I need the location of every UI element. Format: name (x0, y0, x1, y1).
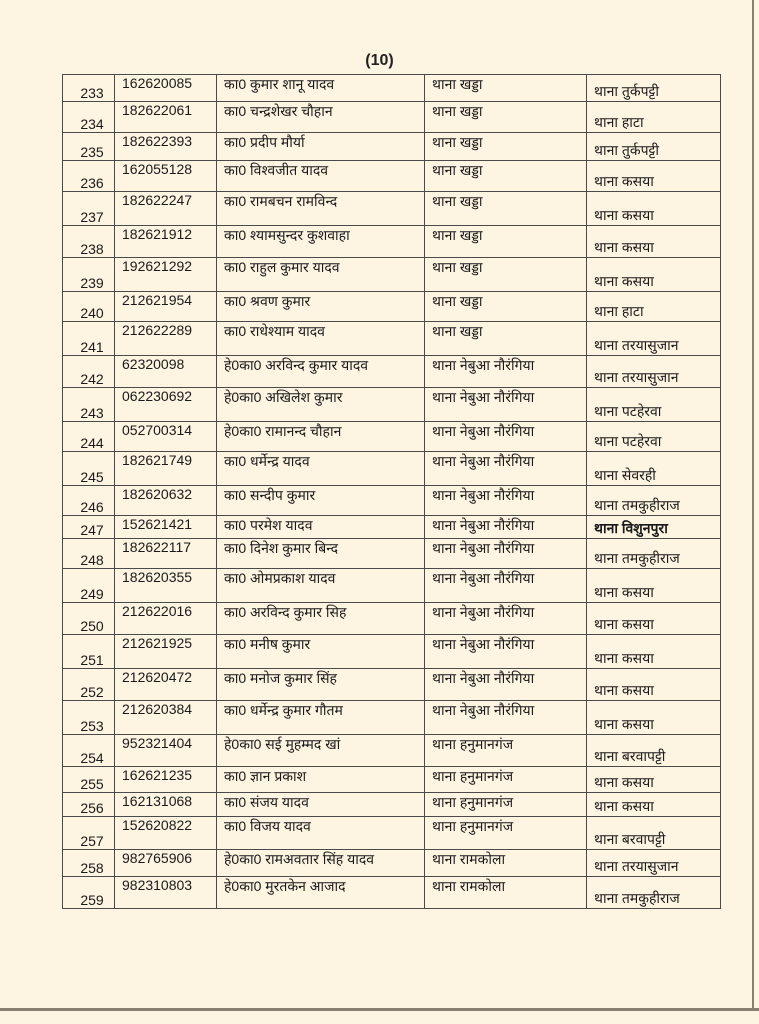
table-row (63, 161, 721, 192)
transfer-station-cell: थाना हाटा (587, 292, 721, 322)
serial-number-cell: 243 (63, 388, 115, 422)
current-station-cell: थाना हनुमानगंज (425, 793, 587, 817)
transfer-station-cell: थाना हाटा (587, 102, 721, 133)
table-row (63, 226, 721, 258)
transfer-station-cell: थाना कसया (587, 603, 721, 635)
transfer-station-cell: थाना विशुनपुरा (587, 516, 721, 539)
employee-name-cell: का0 ओमप्रकाश यादव (217, 569, 425, 603)
employee-name-cell: का0 मनीष कुमार (217, 635, 425, 669)
transfer-station-cell: थाना तरयासुजान (587, 322, 721, 356)
employee-id-cell: 182622247 (115, 192, 217, 226)
employee-id-cell: 162621235 (115, 767, 217, 793)
employee-id-cell: 182621749 (115, 452, 217, 486)
table-row (63, 603, 721, 635)
current-station-cell: थाना रामकोला (425, 850, 587, 877)
serial-number-cell: 239 (63, 258, 115, 292)
employee-name-cell: का0 ज्ञान प्रकाश (217, 767, 425, 793)
transfer-station-cell: थाना तमकुहीराज (587, 539, 721, 569)
serial-number-cell: 250 (63, 603, 115, 635)
table-row (63, 539, 721, 569)
employee-id-cell: 982765906 (115, 850, 217, 877)
employee-id-cell: 212622016 (115, 603, 217, 635)
serial-number-cell: 253 (63, 701, 115, 735)
table-row (63, 102, 721, 133)
serial-number-cell: 251 (63, 635, 115, 669)
page-number: (10) (365, 52, 394, 69)
current-station-cell: थाना नेबुआ नौरंगिया (425, 388, 587, 422)
employee-name-cell: का0 कुमार शानू यादव (217, 75, 425, 102)
current-station-cell: थाना खड्डा (425, 192, 587, 226)
employee-name-cell: का0 दिनेश कुमार बिन्द (217, 539, 425, 569)
serial-number-cell: 256 (63, 793, 115, 817)
transfer-station-cell: थाना कसया (587, 701, 721, 735)
transfer-station-cell: थाना पटहेरवा (587, 422, 721, 452)
employee-id-cell: 952321404 (115, 735, 217, 767)
employee-name-cell: का0 रामबचन रामविन्द (217, 192, 425, 226)
employee-name-cell: का0 विश्वजीत यादव (217, 161, 425, 192)
current-station-cell: थाना नेबुआ नौरंगिया (425, 669, 587, 701)
table-row (63, 701, 721, 735)
employee-id-cell: 162055128 (115, 161, 217, 192)
serial-number-cell: 238 (63, 226, 115, 258)
employee-id-cell: 182620355 (115, 569, 217, 603)
transfer-station-cell: थाना कसया (587, 635, 721, 669)
employee-name-cell: का0 श्रवण कुमार (217, 292, 425, 322)
transfer-station-cell: थाना कसया (587, 793, 721, 817)
transfer-station-cell: थाना तुर्कपट्टी (587, 133, 721, 161)
current-station-cell: थाना खड्डा (425, 292, 587, 322)
serial-number-cell: 244 (63, 422, 115, 452)
employee-name-cell: हे0का0 अखिलेश कुमार (217, 388, 425, 422)
employee-id-cell: 982310803 (115, 877, 217, 909)
employee-id-cell: 182622061 (115, 102, 217, 133)
serial-number-cell: 259 (63, 877, 115, 909)
table-row (63, 452, 721, 486)
serial-number-cell: 235 (63, 133, 115, 161)
employee-id-cell: 182620632 (115, 486, 217, 516)
serial-number-cell: 247 (63, 516, 115, 539)
transfer-station-cell: थाना तमकुहीराज (587, 486, 721, 516)
transfer-station-cell: थाना कसया (587, 258, 721, 292)
serial-number-cell: 258 (63, 850, 115, 877)
employee-id-cell: 062230692 (115, 388, 217, 422)
employee-id-cell: 212621925 (115, 635, 217, 669)
current-station-cell: थाना खड्डा (425, 102, 587, 133)
employee-name-cell: का0 सन्दीप कुमार (217, 486, 425, 516)
current-station-cell: थाना रामकोला (425, 877, 587, 909)
employee-id-cell: 212621954 (115, 292, 217, 322)
serial-number-cell: 252 (63, 669, 115, 701)
page-edge-bottom (0, 1008, 759, 1011)
employee-id-cell: 162131068 (115, 793, 217, 817)
employee-name-cell: हे0का0 अरविन्द कुमार यादव (217, 356, 425, 388)
employee-name-cell: का0 चन्द्रशेखर चौहान (217, 102, 425, 133)
employee-name-cell: का0 संजय यादव (217, 793, 425, 817)
serial-number-cell: 249 (63, 569, 115, 603)
employee-id-cell: 182622393 (115, 133, 217, 161)
table-row (63, 292, 721, 322)
transfer-station-cell: थाना तरयासुजान (587, 356, 721, 388)
employee-id-cell: 182622117 (115, 539, 217, 569)
table-row (63, 356, 721, 388)
employee-name-cell: का0 विजय यादव (217, 817, 425, 850)
employee-name-cell: का0 राहुल कुमार यादव (217, 258, 425, 292)
table-row (63, 767, 721, 793)
table-row (63, 133, 721, 161)
current-station-cell: थाना नेबुआ नौरंगिया (425, 486, 587, 516)
table-row (63, 817, 721, 850)
table-row (63, 877, 721, 909)
current-station-cell: थाना नेबुआ नौरंगिया (425, 452, 587, 486)
employee-name-cell: हे0का0 रामअवतार सिंह यादव (217, 850, 425, 877)
serial-number-cell: 257 (63, 817, 115, 850)
serial-number-cell: 248 (63, 539, 115, 569)
current-station-cell: थाना नेबुआ नौरंगिया (425, 356, 587, 388)
employee-id-cell: 152620822 (115, 817, 217, 850)
current-station-cell: थाना हनुमानगंज (425, 767, 587, 793)
transfer-station-cell: थाना तरयासुजान (587, 850, 721, 877)
employee-name-cell: हे0का0 मुरतकेन आजाद (217, 877, 425, 909)
serial-number-cell: 240 (63, 292, 115, 322)
current-station-cell: थाना खड्डा (425, 322, 587, 356)
transfer-station-cell: थाना तुर्कपट्टी (587, 75, 721, 102)
employee-name-cell: का0 श्यामसुन्दर कुशवाहा (217, 226, 425, 258)
current-station-cell: थाना खड्डा (425, 161, 587, 192)
table-row (63, 669, 721, 701)
employee-id-cell: 192621292 (115, 258, 217, 292)
current-station-cell: थाना खड्डा (425, 133, 587, 161)
current-station-cell: थाना नेबुआ नौरंगिया (425, 516, 587, 539)
employee-id-cell: 62320098 (115, 356, 217, 388)
serial-number-cell: 237 (63, 192, 115, 226)
employee-id-cell: 162620085 (115, 75, 217, 102)
employee-id-cell: 152621421 (115, 516, 217, 539)
transfer-station-cell: थाना सेवरही (587, 452, 721, 486)
employee-id-cell: 212622289 (115, 322, 217, 356)
current-station-cell: थाना नेबुआ नौरंगिया (425, 635, 587, 669)
employee-id-cell: 212620472 (115, 669, 217, 701)
current-station-cell: थाना नेबुआ नौरंगिया (425, 539, 587, 569)
employee-name-cell: हे0का0 सई मुहम्मद खां (217, 735, 425, 767)
table-row (63, 793, 721, 817)
table-row (63, 486, 721, 516)
transfer-station-cell: थाना कसया (587, 161, 721, 192)
employee-id-cell: 212620384 (115, 701, 217, 735)
current-station-cell: थाना खड्डा (425, 75, 587, 102)
table-row (63, 516, 721, 539)
serial-number-cell: 245 (63, 452, 115, 486)
serial-number-cell: 254 (63, 735, 115, 767)
serial-number-cell: 241 (63, 322, 115, 356)
employee-name-cell: का0 परमेश यादव (217, 516, 425, 539)
employee-name-cell: का0 अरविन्द कुमार सिह (217, 603, 425, 635)
employee-name-cell: का0 प्रदीप मौर्या (217, 133, 425, 161)
table-row (63, 422, 721, 452)
employee-name-cell: का0 धर्मेन्द्र कुमार गौतम (217, 701, 425, 735)
serial-number-cell: 233 (63, 75, 115, 102)
employee-id-cell: 182621912 (115, 226, 217, 258)
transfer-table (62, 74, 721, 909)
transfer-station-cell: थाना कसया (587, 569, 721, 603)
transfer-station-cell: थाना तमकुहीराज (587, 877, 721, 909)
employee-name-cell: का0 राधेश्याम यादव (217, 322, 425, 356)
transfer-station-cell: थाना बरवापट्टी (587, 735, 721, 767)
page-edge-right (752, 0, 754, 1010)
serial-number-cell: 242 (63, 356, 115, 388)
current-station-cell: थाना हनुमानगंज (425, 817, 587, 850)
table-row (63, 569, 721, 603)
transfer-station-cell: थाना पटहेरवा (587, 388, 721, 422)
table-row (63, 192, 721, 226)
table-row (63, 635, 721, 669)
transfer-station-cell: थाना कसया (587, 226, 721, 258)
current-station-cell: थाना खड्डा (425, 226, 587, 258)
table-row (63, 258, 721, 292)
table-row (63, 735, 721, 767)
transfer-station-cell: थाना बरवापट्टी (587, 817, 721, 850)
table-row (63, 322, 721, 356)
current-station-cell: थाना नेबुआ नौरंगिया (425, 569, 587, 603)
employee-id-cell: 052700314 (115, 422, 217, 452)
current-station-cell: थाना नेबुआ नौरंगिया (425, 603, 587, 635)
current-station-cell: थाना नेबुआ नौरंगिया (425, 701, 587, 735)
serial-number-cell: 234 (63, 102, 115, 133)
transfer-station-cell: थाना कसया (587, 669, 721, 701)
employee-name-cell: हे0का0 रामानन्द चौहान (217, 422, 425, 452)
employee-name-cell: का0 धर्मेन्द्र यादव (217, 452, 425, 486)
transfer-table-body (63, 75, 721, 909)
serial-number-cell: 255 (63, 767, 115, 793)
table-row (63, 75, 721, 102)
current-station-cell: थाना हनुमानगंज (425, 735, 587, 767)
current-station-cell: थाना नेबुआ नौरंगिया (425, 422, 587, 452)
table-row (63, 388, 721, 422)
table-row (63, 850, 721, 877)
serial-number-cell: 236 (63, 161, 115, 192)
transfer-station-cell: थाना कसया (587, 192, 721, 226)
employee-name-cell: का0 मनोज कुमार सिंह (217, 669, 425, 701)
serial-number-cell: 246 (63, 486, 115, 516)
current-station-cell: थाना खड्डा (425, 258, 587, 292)
transfer-station-cell: थाना कसया (587, 767, 721, 793)
